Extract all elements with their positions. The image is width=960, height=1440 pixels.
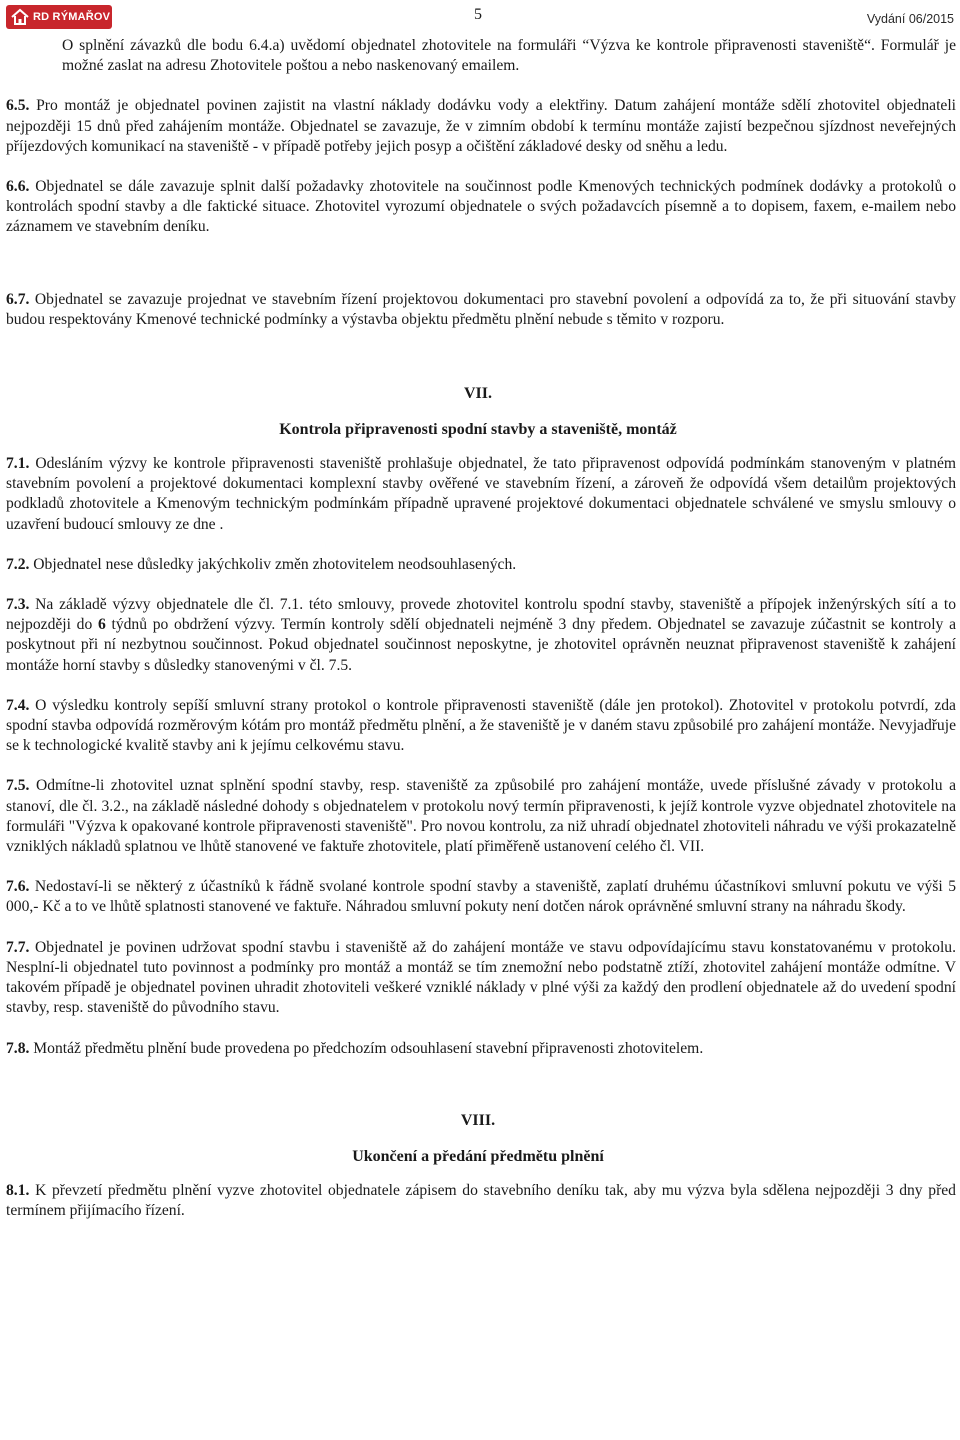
clause-number: 6.7. [6, 290, 30, 308]
clause-text: O výsledku kontroly sepíší smluvní strany protokol o kontrole připravenosti staveniště (dále jen protokol). Zhotovitel v protokolu potvrdí, zda spodní stavba odpovídá rozměrovým kótám pro montáž předmětu plnění, a že staveniště je v daném stavu způsobilé pro zahájení montáže. Nevyjadřuje se k technologické kvalitě stavby ani k jejímu celkovému stavu. [6, 696, 956, 755]
clause-number: 7.1. [6, 455, 30, 473]
clause-bold-value: 6 [97, 616, 106, 634]
clause-text: Nedostaví-li se některý z účastníků k řádně svolané kontrole spodní stavby a staveniště, zaplatí druhému účastníkovi smluvní pokutu ve výši 5 000,- Kč a to ve lhůtě splatnosti stanovené ve faktuře. Náhradou smluvní pokuty není dotčen nárok oprávněné smluvní strany na náhradu škody. [6, 878, 956, 916]
section-title: Kontrola připravenosti spodní stavby a staveniště, montáž [279, 421, 677, 439]
clause-text: Odesláním výzvy ke kontrole připravenosti staveniště prohlašuje objednatel, že tato připravenost odpovídá podmínkám stanoveným v platném stavebním povolení a projektové dokumentaci komplexní stavby ověřené ve stavebním řízení, a zároveň že odpovídá všem detailům projektových podkladů zhotovitele a Kmenovým technickým podmínkám případně upravené projektové dokumentaci objednatele schválené ve smyslu smlouvy o uzavření budoucí smlouvy ze dne . [6, 455, 956, 533]
clause-7-2 [6, 555, 956, 575]
clause-text: Montáž předmětu plnění bude provedena po předchozím odsouhlasení stavební připravenosti zhotovitelem. [33, 1039, 704, 1057]
issue-date: Vydání 06/2015 [866, 12, 954, 26]
clause-number: 6.5. [6, 97, 30, 115]
logo-text: RD RÝMAŘOV [33, 11, 111, 23]
clause-7-5 [6, 776, 956, 857]
clause-text: Odmítne-li zhotovitel uznat splnění spodní stavby, resp. staveniště za způsobilé pro zahájení montáže, uvede příslušné závady v protokolu a stanoví, dle čl. 3.2., na základě následné dohody s objednatelem v protokolu nový termín připravenosti, k jejíž kontrole vyzve objednatel zhotovitele na formuláři "Výzva k opakované kontrole připravenosti staveniště". Pro novou kontrolu, za niž uhradí objednatel zhotoviteli náhradu ve výši prokazatelně vzniklých nákladů splatnou ve lhůtě stanovené ve faktuře zhotovitele, platí přiměřeně ustanovení celého čl. VII. [6, 777, 956, 856]
section-number: VIII. [460, 1111, 496, 1129]
clause-7-7 [6, 938, 956, 1019]
clause-7-1 [6, 454, 956, 535]
clause-7-6 [6, 877, 956, 917]
clause-text-before: Na základě výzvy objednatele dle čl. 7.1. této smlouvy, provede zhotovitel kontrolu spodní stavby, staveniště a přípojek inženýrských sítí a to nejpozději do [6, 596, 956, 634]
clause-number: 7.2. [6, 555, 30, 573]
document-body [6, 36, 956, 1221]
clause-7-4 [6, 696, 956, 757]
intro-paragraph: O splnění závazků dle bodu 6.4.a) uvědomí objednatel zhotovitele na formuláři “Výzva ke kontrole připravenosti staveniště“. Formulář je možné zaslat na adresu Zhotovitele poštou a nebo naskenovaný emailem. [62, 37, 956, 75]
clause-number: 7.7. [6, 938, 30, 956]
section-title: Ukončení a předání předmětu plnění [352, 1147, 604, 1165]
clause-text: Objednatel nese důsledky jakýchkoliv změn zhotovitelem neodsouhlasených. [33, 555, 517, 573]
clause-number: 7.3. [6, 596, 30, 614]
clause-text: Objednatel je povinen udržovat spodní stavbu i staveniště až do zahájení montáže ve stavu odpovídajícímu stavu konstatovanému v protokolu. Nesplní-li objednatel tuto povinnost a podmínky pro montáž a montáž se tím znemožní nebo podstatně ztíží, zhotovitel zahájení montáže odmítne. V takovém případě je objednatel povinen uhradit zhotoviteli veškeré vzniklé náklady v plné výši za každý den prodlení objednatele až do uvedení spodní stavby, resp. staveniště do původního stavu. [6, 938, 956, 1017]
company-logo [6, 5, 112, 29]
clause-8-1 [6, 1181, 956, 1221]
clause-7-8 [6, 1039, 956, 1059]
clause-text: Objednatel se zavazuje projednat ve stavebním řízení projektovou dokumentaci pro stavební povolení a odpovídá za to, že při situování stavby budou respektovány Kmenové technické podmínky a výstavba objektu předmětu plnění nebude s těmito v rozporu. [6, 290, 956, 328]
clause-number: 7.6. [6, 878, 30, 896]
clause-6-6 [6, 177, 956, 238]
clause-text: K převzetí předmětu plnění vyzve zhotovitel objednatele zápisem do stavebního deníku tak, aby mu výzva byla sdělena nejpozději 3 dny před termínem přijímacího řízení. [6, 1181, 956, 1219]
clause-text: Objednatel se dále zavazuje splnit další požadavky zhotovitele na součinnost podle Kmenových technických podmínek dodávky a protokolů o kontrolách spodní stavby a dle faktické situace. Zhotovitel vyrozumí objednatele o svých požadavcích písemně a to dopisem, faxem, e-mailem nebo záznamem ve stavebním deníku. [6, 178, 956, 236]
clause-text: Pro montáž je objednatel povinen zajistit na vlastní náklady dodávku vody a elektřiny. Datum zahájení montáže sdělí zhotovitel objednateli nejpozději 15 dnů před zahájením montáže. Objednatel se zavazuje, že v zimním období k termínu montáže zajistí bezpečnou sjízdnost neveřejných příjezdových komunikací na staveniště - v případě potřeby jejich posyp a očištění základové desky od sněhu a ledu. [6, 97, 956, 155]
clause-number: 7.5. [6, 777, 30, 795]
clause-text-after: týdnů po obdržení výzvy. Termín kontroly sdělí objednateli nejméně 3 dny předem. Objednatel se zavazuje zúčastnit se kontroly a poskytnout při ní nezbytnou součinnost. Pokud objednatel součinnost neposkytne, je zhotovitel oprávněn neuznat připravenost staveniště k zahájení montáže horní stavby s důsledky stanovenými v čl. 7.5. [6, 616, 956, 674]
clause-number: 8.1. [6, 1181, 30, 1199]
section-number: VII. [463, 385, 492, 403]
clause-number: 7.4. [6, 696, 30, 714]
clause-number: 6.6. [6, 178, 30, 196]
clause-number: 7.8. [6, 1039, 30, 1057]
clause-7-3 [6, 595, 956, 676]
clause-6-5 [6, 96, 956, 157]
page-number: 5 [474, 6, 482, 23]
house-icon [10, 8, 30, 26]
clause-6-7 [6, 290, 956, 330]
